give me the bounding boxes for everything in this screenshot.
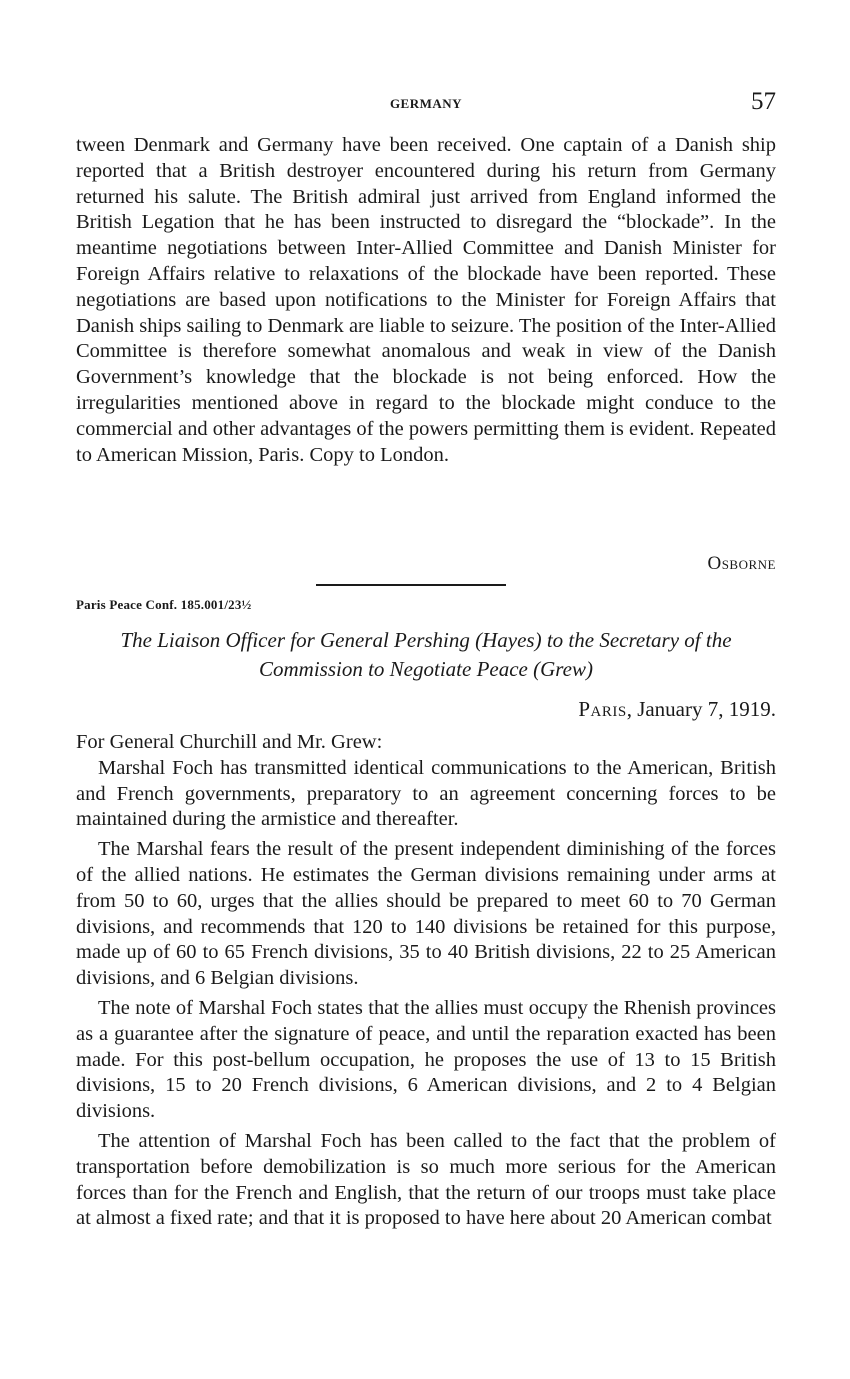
letter-body — [76, 730, 776, 1232]
document-heading: The Liaison Officer for General Pershing (Hayes) to the Secretary of the Commission to Negotiate Peace (Grew) — [120, 628, 732, 681]
running-head — [76, 88, 776, 116]
section-divider — [316, 584, 506, 586]
dateline — [578, 697, 776, 722]
letter-paragraph: The Marshal fears the result of the present independent diminishing of the forces of the allied nations. He estimates the German divisions remaining under arms at from 50 to 60, urges that the allies should be prepared to meet 60 to 70 German divisions, and recommends that 120 to 140 divisions be retained for this purpose, made up of 60 to 65 French divisions, 35 to 40 British divisions, 22 to 25 American divisions, and 6 Belgian divisions. — [76, 838, 776, 990]
letter-paragraph: Marshal Foch has transmitted identical communications to the American, British and French governments, preparatory to an agreement concerning forces to be maintained during the armistice and thereafter. — [76, 756, 776, 831]
letter-paragraph: The note of Marshal Foch states that the allies must occupy the Rhenish provinces as a guarantee after the signature of peace, and until the reparation exacted has been made. For this post-bellum occupation, he proposes the use of 13 to 15 British divisions, 15 to 20 French divisions, 6 American divisions, and 2 to 4 Belgian divisions. — [76, 996, 776, 1123]
signature-osborne: Osborne — [707, 553, 776, 574]
dateline-date: , January 7, 1919. — [626, 697, 776, 721]
page-number: 57 — [751, 88, 776, 115]
salutation: For General Churchill and Mr. Grew: — [76, 731, 383, 753]
letter-paragraph: The attention of Marshal Foch has been called to the fact that the problem of transportation before demobilization is so much more serious for the American forces than for the French and English, that the return of our troops must take place at almost a fixed rate; and that it is proposed to have here about 20 American combat — [76, 1129, 776, 1230]
telegram-continuation — [76, 133, 776, 468]
running-title: GERMANY — [389, 96, 463, 111]
continuation-paragraph: tween Denmark and Germany have been received. One captain of a Danish ship reported that a British destroyer encountered during his return from Germany returned his salute. The British admiral just arrived from England informed the British Legation that he has been instructed to disregard the “blockade”. In the meantime negotiations between Inter-Allied Committee and Danish Minister for Foreign Affairs relative to relaxations of the blockade have been reported. These negotiations are based upon notifications to the Minister for Foreign Affairs that Danish ships sailing to Denmark are liable to seizure. The position of the Inter-Allied Committee is therefore somewhat anomalous and weak in view of the Danish Government’s knowledge that the blockade is not being enforced. How the irregularities mentioned above in regard to the blockade might conduce to the commercial and other advantages of the powers permitting them is evident. Repeated to American Mission, Paris. Copy to London. — [76, 134, 776, 466]
file-reference: Paris Peace Conf. 185.001/23½ — [76, 597, 252, 612]
dateline-place: Paris — [578, 697, 627, 721]
